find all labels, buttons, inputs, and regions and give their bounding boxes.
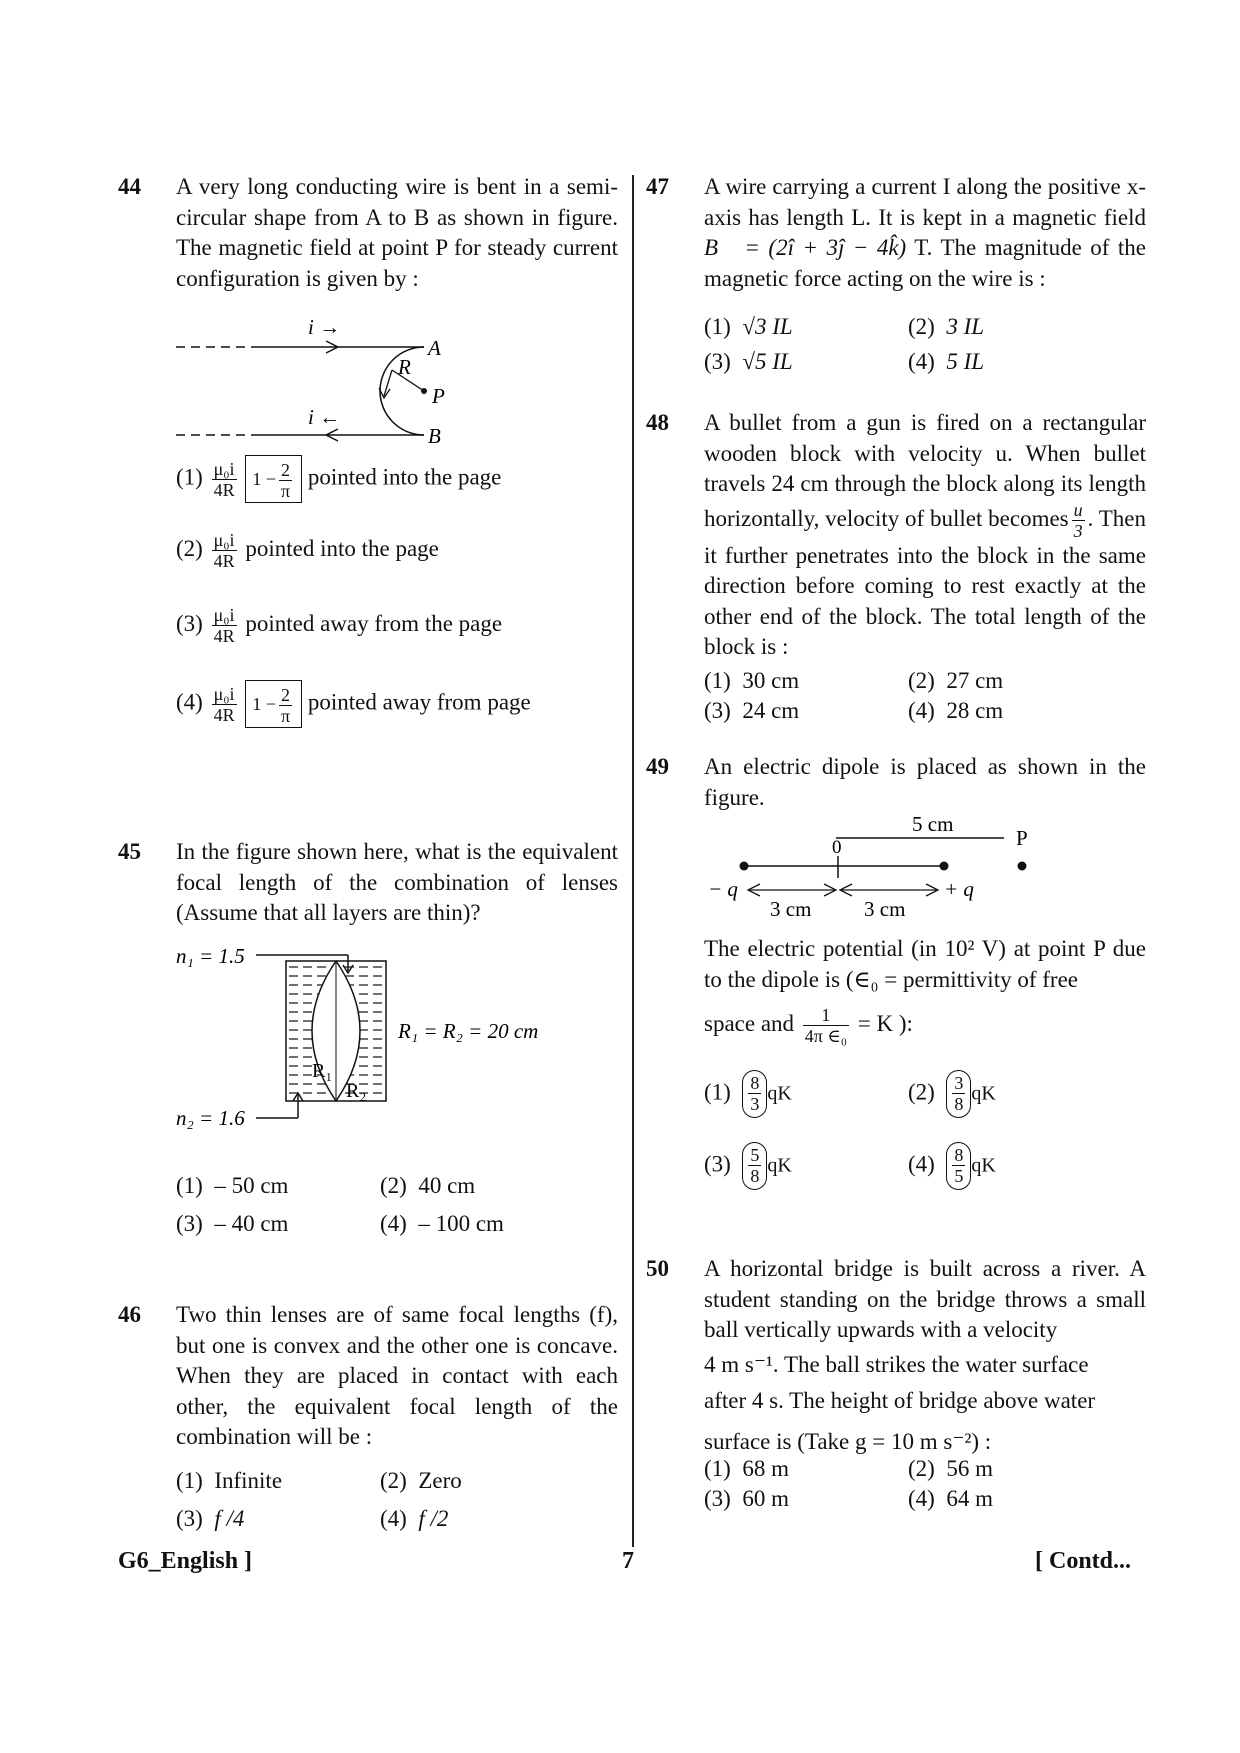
option-number: (3) xyxy=(704,698,731,723)
option-4[interactable] xyxy=(908,696,1003,727)
option-number: (1) xyxy=(704,314,731,339)
option-number: (2) xyxy=(380,1468,407,1493)
question-text xyxy=(704,172,1146,294)
footer-page-number: 7 xyxy=(622,1548,634,1574)
label-minus-q: − q xyxy=(708,877,738,901)
frac-numerator: μ₀i xyxy=(212,605,237,626)
option-number: (2) xyxy=(908,314,935,339)
option-number: (1) xyxy=(704,1079,731,1105)
question-number: 47 xyxy=(646,174,669,199)
option-3[interactable] xyxy=(704,347,793,378)
option-2[interactable] xyxy=(380,1171,475,1202)
label-R1: R₁ xyxy=(312,1060,333,1082)
question-text-b: field xyxy=(1103,204,1147,230)
option-text: – 50 cm xyxy=(214,1173,289,1198)
option-text: pointed away from the page xyxy=(245,610,503,636)
option-number: (2) xyxy=(176,535,203,561)
label-i-top: i → xyxy=(308,315,341,339)
question-50 xyxy=(646,1254,1146,1511)
option-number: (4) xyxy=(380,1211,407,1236)
label-R: R xyxy=(398,355,411,379)
frac-numerator: μ₀i xyxy=(212,684,237,705)
qk: qK xyxy=(767,1082,792,1105)
one-minus: 1 − xyxy=(252,469,276,489)
footer-contd: [ Contd... xyxy=(1035,1548,1132,1574)
option-text: √3 IL xyxy=(742,314,793,339)
question-47 xyxy=(646,172,1147,374)
frac-denominator: 4R xyxy=(213,704,235,725)
column-divider xyxy=(632,175,634,1547)
question-number: 50 xyxy=(646,1256,669,1281)
option-text: 27 cm xyxy=(946,668,1004,693)
bracket xyxy=(245,680,302,728)
option-text: 40 cm xyxy=(418,1173,476,1198)
question-text-b: 4 m s⁻¹. The ball strikes the water surface xyxy=(704,1351,1089,1377)
frac-numerator: u xyxy=(1073,499,1083,520)
option-number: (1) xyxy=(176,1468,203,1493)
question-text-a: A horizontal bridge is built across a river. A student standing on the bridge throws a small ball vertically upwards with a velocity xyxy=(704,1256,1146,1342)
frac-denominator: π xyxy=(281,706,291,727)
frac-denominator: 4R xyxy=(213,626,235,646)
option-4[interactable] xyxy=(908,347,984,378)
option-4[interactable] xyxy=(176,680,531,728)
option-number: (3) xyxy=(176,610,203,636)
field-expression: B⃗ = (2î + 3ĵ − 4k̂) xyxy=(704,235,907,260)
frac-numerator: 1 xyxy=(803,1005,849,1026)
one-minus: 1 − xyxy=(252,694,276,714)
frac-numerator: 2 xyxy=(279,685,292,706)
qk: qK xyxy=(971,1082,996,1105)
option-text: √5 IL xyxy=(742,349,793,374)
label-P: P xyxy=(1016,826,1028,850)
question-48 xyxy=(646,408,1146,723)
option-text: 3 IL xyxy=(946,314,985,339)
frac-denominator: 3 xyxy=(1073,520,1083,541)
option-text: 28 cm xyxy=(946,698,1004,723)
option-number: (3) xyxy=(704,1151,731,1177)
question-text-b: . Then it further penetrates into the block in the same direction before coming to rest exactly at the other end of the block. The total length of the block is : xyxy=(704,505,1146,659)
question-text-b: The electric potential (in 10² V) at point P due to the dipole is (∈₀ = permittivity of free xyxy=(704,936,1146,992)
option-4[interactable] xyxy=(380,1504,448,1535)
option-number: (4) xyxy=(380,1506,407,1531)
frac-numerator: 5 xyxy=(750,1145,760,1165)
frac-denominator: 5 xyxy=(954,1166,964,1186)
option-number: (2) xyxy=(908,1456,935,1481)
option-number: (1) xyxy=(704,1456,731,1481)
option-number: (2) xyxy=(908,668,935,693)
question-text-c: after 4 s. The height of bridge above water xyxy=(704,1388,1096,1413)
question-text xyxy=(704,408,1146,663)
label-B: B xyxy=(428,424,441,448)
bracket xyxy=(245,455,302,503)
option-number: (4) xyxy=(176,689,203,715)
option-3[interactable] xyxy=(176,1504,244,1535)
option-text: f /4 xyxy=(214,1506,245,1531)
question-text: In the figure shown here, what is the equivalent focal length of the combination of lenses (Assume that all layers are thin)? xyxy=(176,839,618,925)
question-46 xyxy=(118,1300,618,1531)
option-2[interactable] xyxy=(908,1070,996,1118)
option-text: 5 IL xyxy=(946,349,985,374)
option-1[interactable] xyxy=(176,455,501,503)
option-1[interactable] xyxy=(704,1070,792,1118)
frac-numerator: 3 xyxy=(954,1073,964,1093)
lens-combination-figure xyxy=(176,945,606,1155)
option-3[interactable] xyxy=(704,1484,789,1515)
frac-denominator: 8 xyxy=(954,1094,964,1114)
label-radii: R₁ = R₂ = 20 cm xyxy=(398,1019,539,1043)
question-text: A very long conducting wire is bent in a semi-circular shape from A to B as shown in figure. The magnetic field at point P for steady current configuration is given by : xyxy=(176,174,618,291)
qk: qK xyxy=(971,1154,996,1177)
option-4[interactable] xyxy=(908,1484,993,1515)
option-number: (1) xyxy=(704,668,731,693)
footer-paper-code: G6_English ] xyxy=(118,1548,253,1574)
option-4[interactable] xyxy=(380,1209,504,1240)
option-text: – 100 cm xyxy=(418,1211,504,1236)
frac-numerator: 8 xyxy=(954,1145,964,1165)
option-2[interactable] xyxy=(380,1466,462,1497)
option-number: (1) xyxy=(176,1173,203,1198)
frac-numerator: 8 xyxy=(750,1073,760,1093)
option-text: pointed into the page xyxy=(245,535,439,561)
option-text: Zero xyxy=(418,1468,462,1493)
k-definition xyxy=(704,1005,913,1046)
option-number: (3) xyxy=(176,1211,203,1236)
question-text xyxy=(704,1254,1146,1457)
option-text: 64 m xyxy=(946,1486,993,1511)
option-1[interactable] xyxy=(704,312,793,343)
option-1[interactable] xyxy=(176,1171,288,1202)
label-i-bottom: i ← xyxy=(308,405,341,429)
frac-denominator: 8 xyxy=(750,1166,760,1186)
option-3[interactable] xyxy=(704,696,799,727)
option-3[interactable] xyxy=(176,605,502,646)
option-text: pointed into the page xyxy=(307,464,502,490)
k-equals: = K ): xyxy=(857,1010,913,1036)
option-text: Infinite xyxy=(214,1468,283,1493)
option-2[interactable] xyxy=(908,666,1003,697)
option-number: (3) xyxy=(176,1506,203,1531)
label-R2: R₂ xyxy=(346,1080,367,1102)
label-origin: 0 xyxy=(832,837,842,858)
question-text-a: A wire carrying a current I along the positive x-axis has length L. It is kept in a magnetic xyxy=(704,174,1146,230)
option-2[interactable] xyxy=(908,1454,993,1485)
option-number: (3) xyxy=(704,349,731,374)
frac-denominator: 4π ∈₀ xyxy=(804,1026,847,1046)
frac-denominator: 4R xyxy=(213,551,235,571)
question-text-d: surface is (Take g = 10 m s⁻²) : xyxy=(704,1428,992,1454)
label-5cm: 5 cm xyxy=(912,816,954,836)
label-n2: n₂ = 1.6 xyxy=(176,1106,245,1130)
option-3[interactable] xyxy=(176,1209,288,1240)
label-3cm-left: 3 cm xyxy=(770,897,812,921)
label-n1: n₁ = 1.5 xyxy=(176,945,245,968)
option-number: (1) xyxy=(176,464,203,490)
space-and: space and xyxy=(704,1010,795,1036)
question-49 xyxy=(646,752,1146,1186)
option-text: 56 m xyxy=(946,1456,993,1481)
option-3[interactable] xyxy=(704,1142,792,1190)
option-number: (4) xyxy=(908,349,935,374)
option-number: (2) xyxy=(380,1173,407,1198)
qk: qK xyxy=(767,1154,792,1177)
label-A: A xyxy=(428,336,441,360)
option-number: (4) xyxy=(908,1486,935,1511)
option-4[interactable] xyxy=(908,1142,996,1190)
option-2[interactable] xyxy=(908,312,984,343)
frac-denominator: 4R xyxy=(213,479,235,500)
becomes-word: becomes xyxy=(988,505,1069,531)
option-text: 30 cm xyxy=(742,668,800,693)
frac-numerator: 2 xyxy=(279,460,292,481)
option-text: f /2 xyxy=(418,1506,449,1531)
option-1[interactable] xyxy=(704,666,799,697)
question-text: Two thin lenses are of same focal lengths (f), but one is convex and the other one is concave. When they are placed in contact with each other, the equivalent focal length of the combination will be : xyxy=(176,1302,618,1449)
question-number: 49 xyxy=(646,754,669,779)
label-plus-q: + q xyxy=(944,877,974,901)
option-text: 24 cm xyxy=(742,698,800,723)
question-number: 46 xyxy=(118,1302,141,1327)
question-number: 45 xyxy=(118,839,141,864)
option-1[interactable] xyxy=(176,1466,282,1497)
frac-denominator: 3 xyxy=(750,1094,760,1114)
question-number: 44 xyxy=(118,174,141,199)
question-text-c: T. The magnitude of the magnetic force acting on the wire is : xyxy=(704,235,1147,291)
frac-numerator: μ₀i xyxy=(212,530,237,551)
question-45 xyxy=(118,837,618,1236)
frac-numerator: μ₀i xyxy=(212,459,237,480)
semicircle-wire-figure xyxy=(176,312,496,452)
frac-denominator: π xyxy=(281,481,291,502)
option-text: 68 m xyxy=(742,1456,789,1481)
option-text: pointed away from page xyxy=(307,689,531,715)
option-text: – 40 cm xyxy=(214,1211,289,1236)
question-number: 48 xyxy=(646,410,669,435)
option-text: 60 m xyxy=(742,1486,789,1511)
option-number: (4) xyxy=(908,698,935,723)
option-2[interactable] xyxy=(176,530,439,571)
question-text: An electric dipole is placed as shown in the figure. xyxy=(704,754,1146,810)
option-number: (3) xyxy=(704,1486,731,1511)
option-1[interactable] xyxy=(704,1454,789,1485)
option-number: (4) xyxy=(908,1151,935,1177)
label-3cm-right: 3 cm xyxy=(864,897,906,921)
question-text-a: A bullet from a gun is fired on a rectangular wooden block with velocity u. When bullet travels 24 cm through the block along its length horizontally, velocity of bullet xyxy=(704,410,1146,531)
label-P: P xyxy=(432,384,445,408)
dipole-figure xyxy=(704,816,1084,926)
option-number: (2) xyxy=(908,1079,935,1105)
question-44 xyxy=(118,172,618,727)
